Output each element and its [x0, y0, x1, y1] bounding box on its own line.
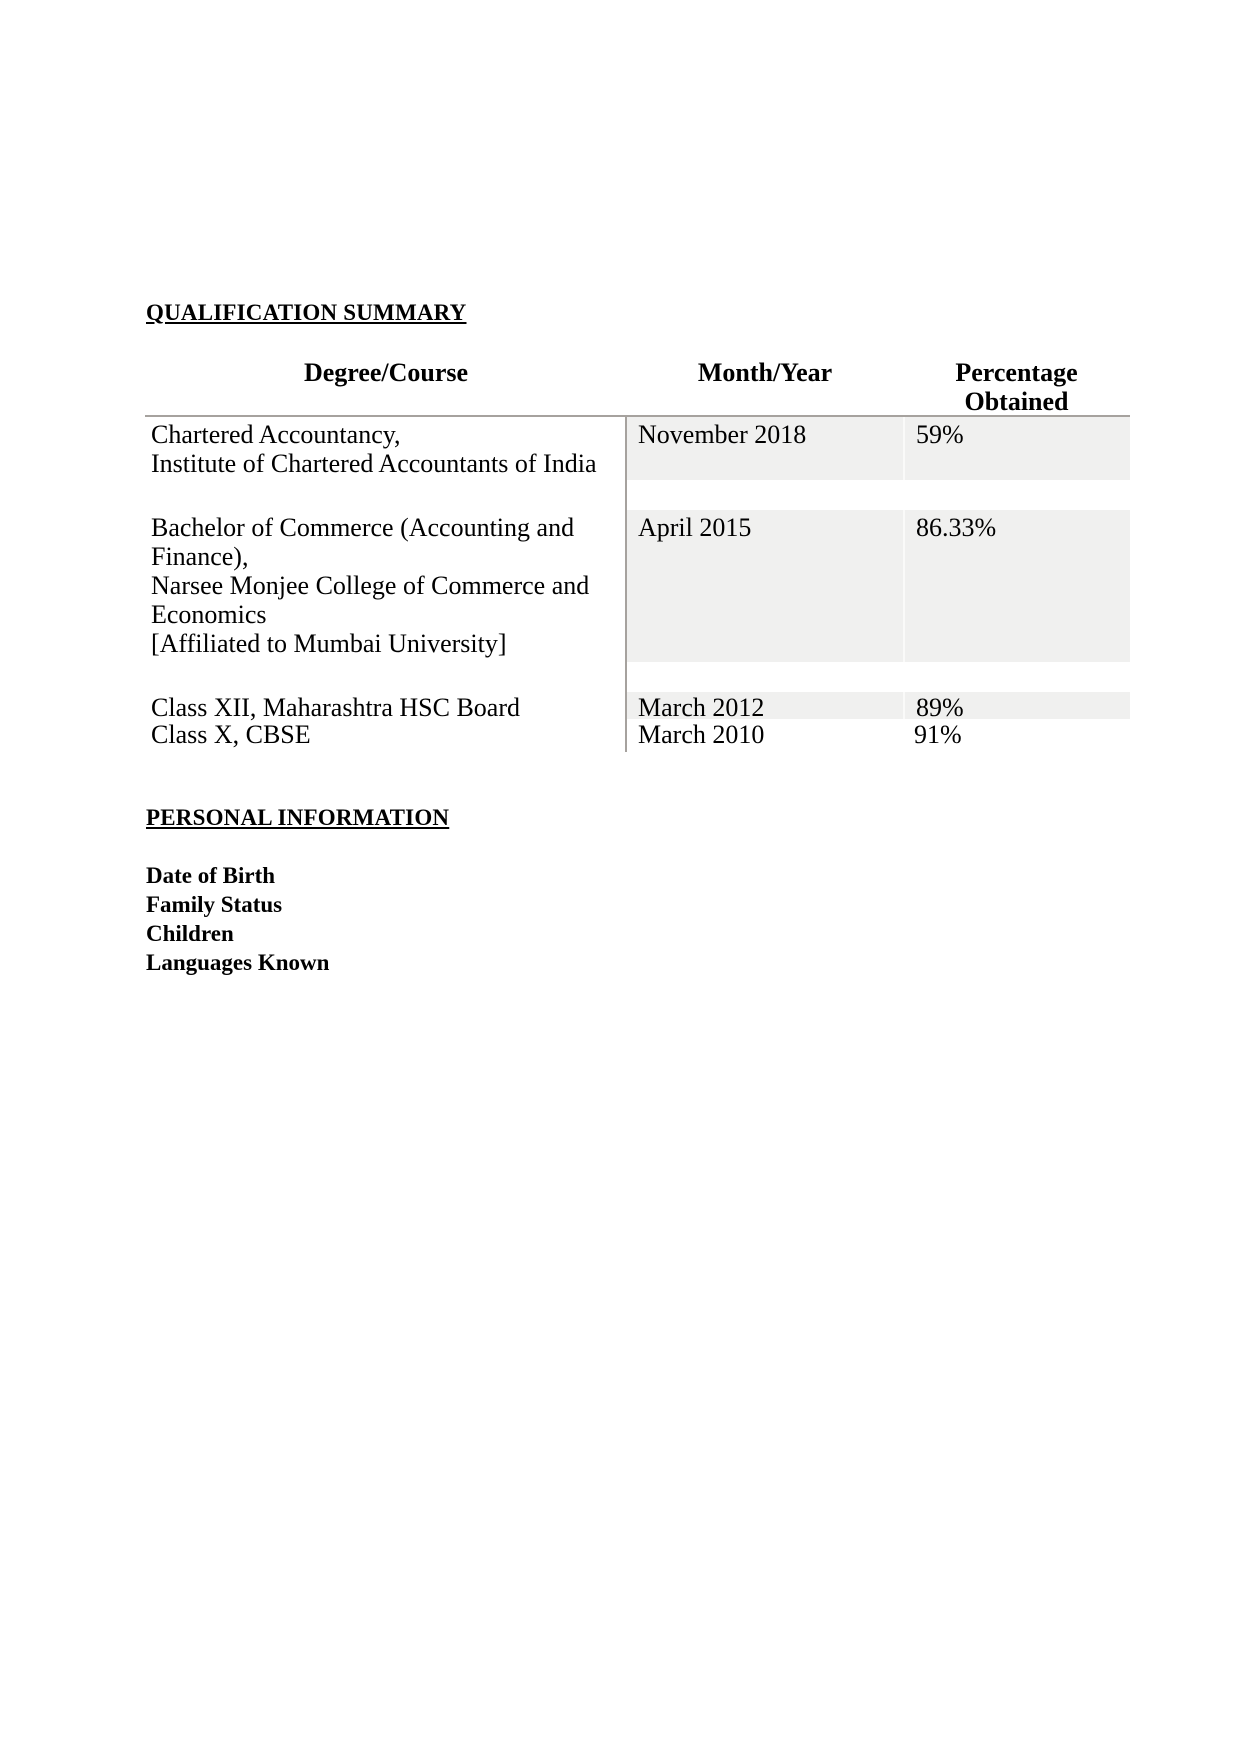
month-year-cell: April 2015 — [627, 510, 903, 662]
column-header-percentage-obtained-text: Percentage Obtained — [955, 358, 1078, 416]
table-row-class-x — [145, 719, 1130, 752]
degree-text-line: Institute of Chartered Accountants of India — [151, 449, 597, 478]
degree-cell — [145, 692, 627, 722]
percentage-cell: 59% — [903, 417, 1130, 480]
percentage-cell: 91% — [914, 720, 962, 749]
degree-text-line: Finance), — [151, 542, 249, 571]
degree-cell — [145, 417, 627, 480]
degree-cell-empty — [145, 662, 627, 692]
column-header-percentage-obtained — [903, 352, 1130, 415]
personal-information-heading: PERSONAL INFORMATION — [146, 805, 450, 830]
personal-label-languages-known: Languages Known — [146, 950, 330, 975]
table-row-class-xii — [145, 692, 1130, 722]
percentage-cell: 86.33% — [903, 510, 1130, 662]
personal-label-date-of-birth: Date of Birth — [146, 863, 276, 888]
column-header-month-year: Month/Year — [697, 358, 833, 387]
qualification-summary-heading: QUALIFICATION SUMMARY — [146, 300, 467, 325]
degree-text-line: [Affiliated to Mumbai University] — [151, 629, 507, 658]
percentage-cell-empty — [903, 662, 1130, 692]
degree-cell — [145, 719, 627, 752]
degree-cell — [145, 510, 627, 662]
degree-text-line: Bachelor of Commerce (Accounting and — [151, 513, 575, 542]
table-spacer-row — [145, 662, 1130, 692]
table-spacer-row — [145, 480, 1130, 510]
degree-text-line: Class XII, Maharashtra HSC Board — [151, 693, 520, 722]
degree-text-line: Economics — [151, 600, 267, 629]
month-year-cell: March 2012 — [627, 692, 903, 719]
personal-information-list — [146, 861, 329, 977]
month-year-cell: March 2010 — [638, 720, 765, 749]
personal-label-family-status: Family Status — [146, 892, 283, 917]
column-header-degree-course: Degree/Course — [303, 358, 469, 387]
month-year-cell: November 2018 — [627, 417, 903, 480]
table-row-chartered-accountancy — [145, 417, 1130, 480]
month-year-cell-empty — [627, 662, 903, 692]
degree-text-line: Narsee Monjee College of Commerce and — [151, 571, 590, 600]
personal-label-children: Children — [146, 921, 234, 946]
qualification-table — [145, 352, 1130, 752]
degree-text-line: Chartered Accountancy, — [151, 420, 401, 449]
percentage-cell: 89% — [903, 692, 1130, 719]
table-header-row — [145, 352, 1130, 417]
table-row-bachelor-of-commerce — [145, 510, 1130, 662]
percentage-cell-empty — [903, 480, 1130, 510]
degree-text-line: Class X, CBSE — [151, 720, 311, 749]
month-year-cell-empty — [627, 480, 903, 510]
degree-cell-empty — [145, 480, 627, 510]
